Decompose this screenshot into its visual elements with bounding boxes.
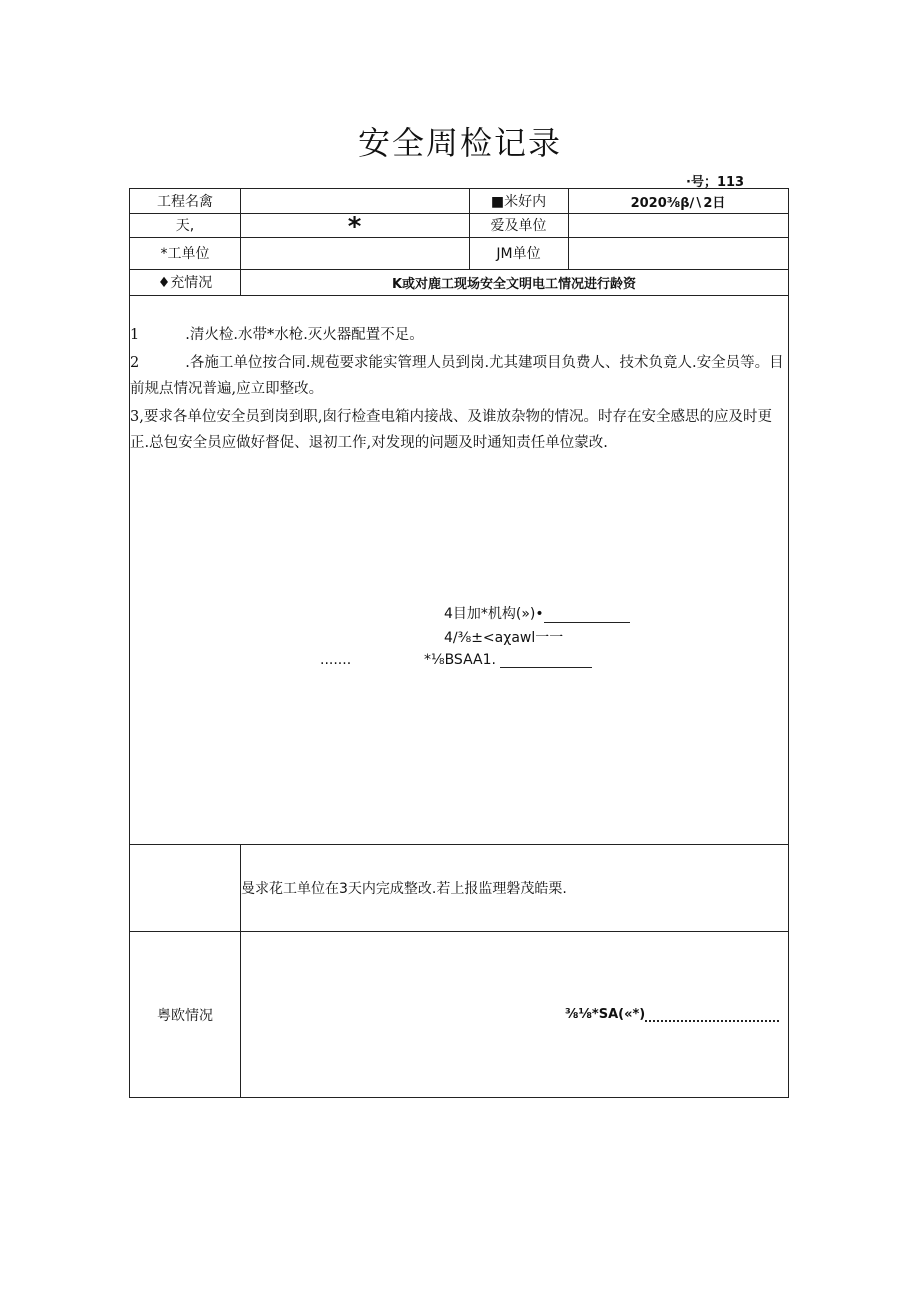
review-label: 粤欧情况 xyxy=(157,1007,213,1024)
participating-unit-label: 爱及单位 xyxy=(490,218,547,234)
page-title: 安全周检记录 xyxy=(357,124,562,162)
inspection-time-label: ■米好内 xyxy=(490,194,547,210)
rectification-label xyxy=(130,844,240,931)
record-number: ·号；113 xyxy=(686,175,745,190)
review-signature xyxy=(565,1007,779,1022)
finding-text: .清火检.水带*水枪.灭火器配置不足。 xyxy=(185,327,424,343)
supervision-unit-value xyxy=(568,237,788,269)
finding-number: 2 xyxy=(130,355,140,371)
project-name-value xyxy=(240,189,469,213)
supervision-unit-label: JM单位 xyxy=(496,246,541,262)
finding-item xyxy=(130,350,788,402)
inspection-status-label: ♦充情况 xyxy=(157,275,213,291)
construction-unit-label: *工单位 xyxy=(160,246,210,262)
signature-line xyxy=(544,608,630,623)
finding-text: 要求各单位安全员到岗到职,囱行检查电箱内接战、及谁放杂物的情况。时存在安全感思的应及时更正.总包安全员应做好督促、退初工作,对发现的问题及时通知责任单位蒙改. xyxy=(130,409,772,451)
signature-line xyxy=(500,653,592,668)
rectification-text: 曼求花工单位在3天内完成整改.若上报监理磐茂皓栗. xyxy=(241,880,567,897)
review-signature-label: ⅜⅛*SA(«*) xyxy=(565,1007,646,1022)
inspector-signature: 4∕⅜±<aχawl一一 xyxy=(444,630,564,646)
signature-dots: ....... xyxy=(320,652,352,668)
finding-text: .各施工单位按合同.规苞要求能实管理人员到岗.尤其建项目负费人、技术负竟人.安全员等。目前规点情况普遍,应立即整改。 xyxy=(130,355,784,397)
signature-dotted-line xyxy=(645,1008,779,1022)
finding-number: 3, xyxy=(130,409,144,425)
finding-item xyxy=(130,404,788,456)
weather-label: 天, xyxy=(175,218,195,234)
construction-unit-value xyxy=(240,237,469,269)
participating-unit-value xyxy=(568,213,788,237)
inspection-org-signature xyxy=(444,603,630,623)
findings-list xyxy=(130,322,788,456)
recorder-label: *⅛BSAA1. xyxy=(424,652,496,668)
project-name-label: 工程名禽 xyxy=(157,194,213,210)
inspection-date-value: 2020⅜β∕∖2日 xyxy=(630,195,726,211)
recorder-signature xyxy=(424,652,592,668)
finding-number: 1 xyxy=(130,327,140,343)
finding-item xyxy=(130,322,788,348)
inspection-org-label: 4目加*机构(»)• xyxy=(444,606,544,622)
inspection-status-value: K或对鹿工现场安全文明电工情况进行龄资 xyxy=(391,276,637,292)
weather-value: * xyxy=(347,212,362,242)
